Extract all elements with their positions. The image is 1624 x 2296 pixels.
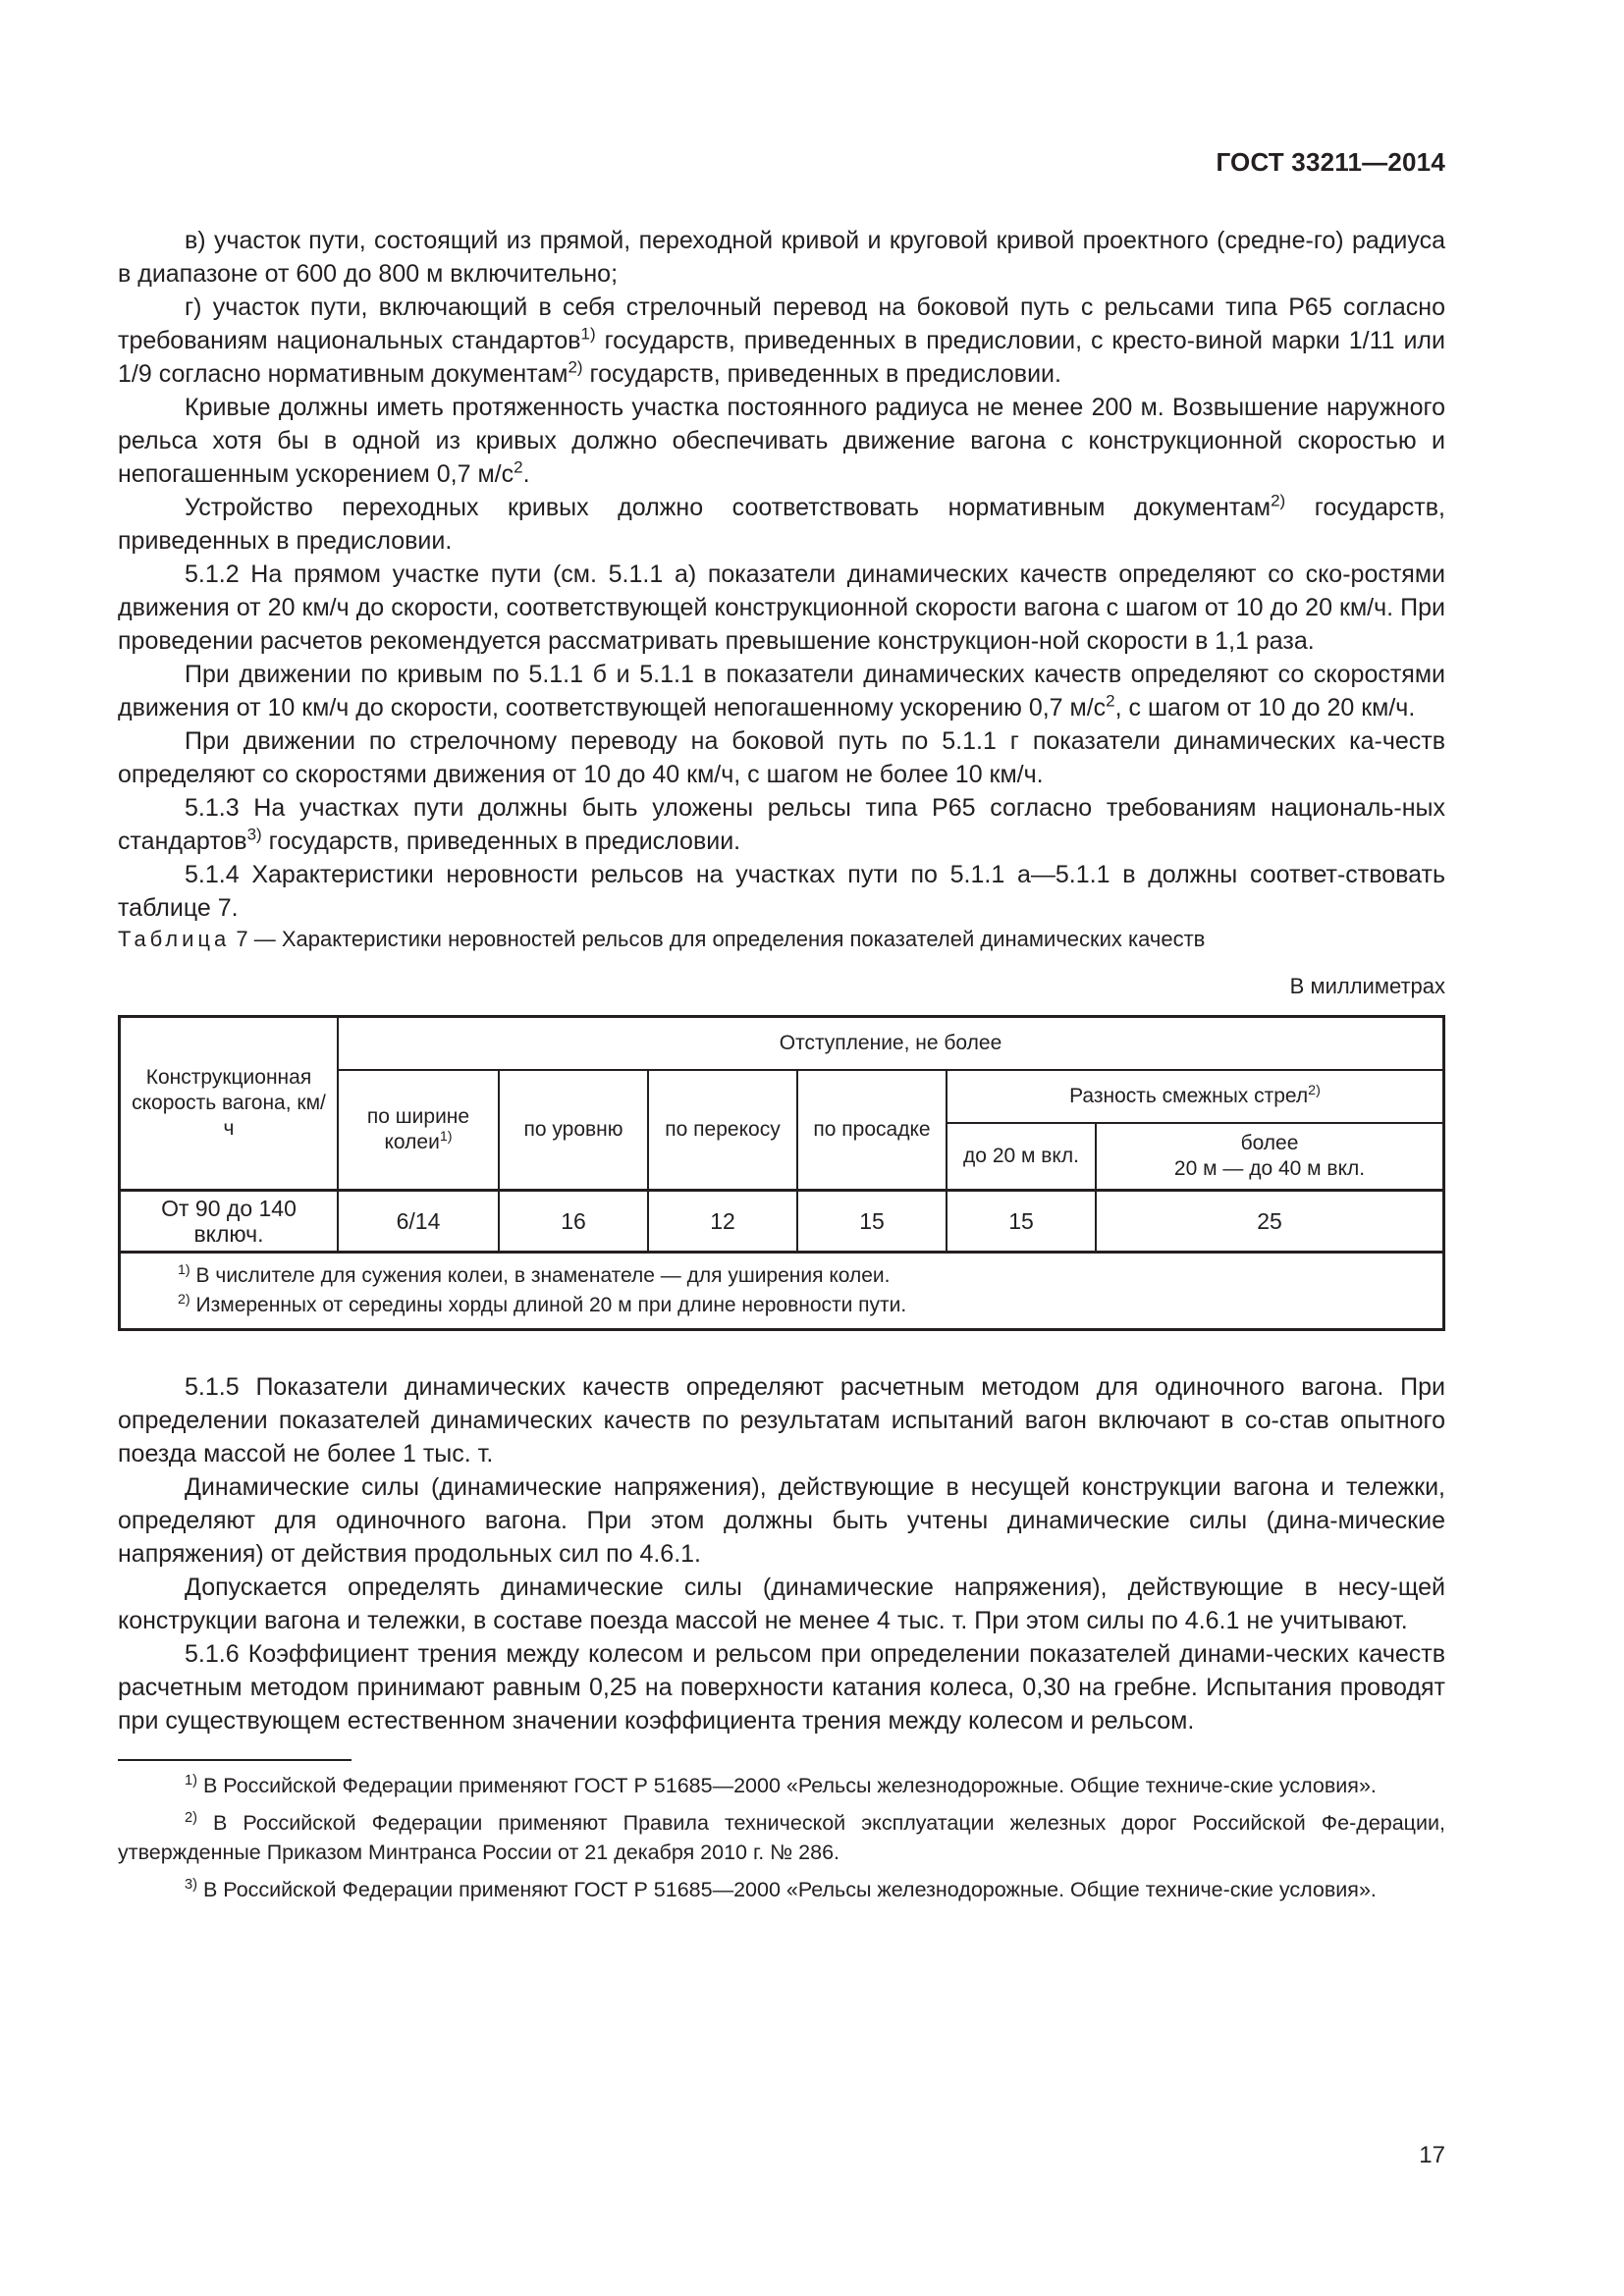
header-track-width: по ширине колеи$^{1)}$ <box>338 1070 499 1191</box>
paragraph-curve-motion: При движении по кривым по 5.1.1 б и 5.1.1 в показатели динамических качеств определяют со скоростями движения от 10 км/ч до скорости, соответствующей непогашенному ускорению 0,7 $м/с^2$, с шагом от 10 до 20 км/ч. <box>118 661 1445 721</box>
footnotes <box>118 1771 1445 1904</box>
paragraph-5-1-4: 5.1.4 Характеристики неровности рельсов на участках пути по 5.1.1 а—5.1.1 в должны соответ-ствовать таблице 7. <box>118 861 1445 922</box>
page-body <box>118 224 1445 1912</box>
table-cell: 12 <box>648 1191 797 1253</box>
superscript: 2 <box>1106 691 1115 711</box>
header-skew: по перекосу <box>648 1070 797 1191</box>
page-number: 17 <box>1419 2142 1445 2168</box>
table-note: $^{1)}$ В числителе для сужения колеи, в знаменателе — для уширения колеи. <box>178 1262 891 1287</box>
paragraph-item-v: в) участок пути, состоящий из прямой, переходной кривой и круговой кривой проектного (средне-го) радиуса в диапазоне от 600 до 800 м включительно; <box>118 227 1445 288</box>
header-up-to-20m: до 20 м вкл. <box>947 1123 1096 1191</box>
header-level: по уровню <box>499 1070 648 1191</box>
footnote-item: $^{2)}$ В Российской Федерации применяют Правила технической эксплуатации железных дорог Российской Фе-дерации, утвержденные Приказом Минтранса России от 21 декабря 2010 г. № 286. <box>118 1809 1445 1864</box>
footnote-item: $^{1)}$ В Российской Федерации применяют ГОСТ Р 51685—2000 «Рельсы железнодорожные. Общие техниче-ские условия». <box>185 1772 1377 1797</box>
header-speed: Конструкционная скорость вагона, км/ч <box>120 1017 339 1191</box>
paragraph-item-g: г) участок пути, включающий в себя стрелочный перевод на боковой путь с рельсами типа Р65 согласно требованиям национальных стандартов$^{1)}$ государств, приведенных в предисловии, с кресто-виной марки 1/11 или 1/9 согласно нормативным документам$^{2)}$ государств, приведенных в предисловии. <box>118 294 1445 388</box>
footnote-mark: 2) <box>568 357 583 377</box>
header-arrow-difference: Разность смежных стрел$^{2)}$ <box>947 1070 1444 1123</box>
table-notes <box>120 1253 1444 1330</box>
paragraph-transition-curves: Устройство переходных кривых должно соответствовать нормативным документам$^{2)}$ государств, приведенных в предисловии. <box>118 491 1445 555</box>
footnote-mark: 1) <box>439 1129 453 1146</box>
table-cell: 15 <box>947 1191 1096 1253</box>
header-deviation: Отступление, не более <box>338 1017 1444 1071</box>
paragraph-5-1-5: 5.1.5 Показатели динамических качеств определяют расчетным методом для одиночного вагона. При определении показателей динамических качеств по результатам испытаний вагон включают в со-став опытного поезда массой не более 1 тыс. т. <box>118 1373 1445 1468</box>
header-sag: по просадке <box>797 1070 947 1191</box>
paragraph-5-1-3: 5.1.3 На участках пути должны быть уложены рельсы типа Р65 согласно требованиям националь-ных стандартов$^{3)}$ государств, приведенных в предисловии. <box>118 794 1445 855</box>
table-units: В миллиметрах <box>1289 974 1445 998</box>
footnote-mark: 2) <box>1271 491 1286 510</box>
table-cell: 25 <box>1096 1191 1444 1253</box>
paragraph-switch-motion: При движении по стрелочному переводу на боковой путь по 5.1.1 г показатели динамических ка-честв определяют со скоростями движения от 10 до 40 км/ч, с шагом не более 10 км/ч. <box>118 727 1445 788</box>
paragraph-dynamic-forces: Динамические силы (динамические напряжения), действующие в несущей конструкции вагона и тележки, определяют для одиночного вагона. При этом должны быть учтены динамические силы (дина-мические напряжения) от действия продольных сил по 4.6.1. <box>118 1473 1445 1568</box>
footnote-divider <box>118 1759 352 1761</box>
superscript: 2 <box>514 457 523 477</box>
footnote-item: $^{3)}$ В Российской Федерации применяют ГОСТ Р 51685—2000 «Рельсы железнодорожные. Общие техниче-ские условия». <box>185 1876 1377 1901</box>
footnote-mark: 3) <box>246 825 262 844</box>
table-cell: 6/14 <box>338 1191 499 1253</box>
paragraph-curves: Кривые должны иметь протяженность участка постоянного радиуса не менее 200 м. Возвышение наружного рельса хотя бы в одной из кривых должно обеспечивать движение вагона с конструкционной скоростью и непогашенным ускорением 0,7 $м/с^2$. <box>118 394 1445 488</box>
document-id: ГОСТ 33211—2014 <box>1216 147 1445 177</box>
table-cell: От 90 до 140 включ. <box>120 1191 339 1253</box>
footnote-mark: 1) <box>580 324 596 344</box>
footnote-mark: 2) <box>1308 1083 1321 1099</box>
rail-irregularity-table <box>118 1015 1445 1331</box>
table-note: $^{2)}$ Измеренных от середины хорды длиной 20 м при длине неровности пути. <box>178 1292 907 1316</box>
paragraph-5-1-2: 5.1.2 На прямом участке пути (см. 5.1.1 а) показатели динамических качеств определяют со ско-ростями движения от 20 км/ч до скорости, соответствующей конструкционной скорости вагона с шагом от 10 до 20 км/ч. При проведении расчетов рекомендуется рассматривать превышение конструкцион-ной скорости в 1,1 раза. <box>118 561 1445 655</box>
paragraph-5-1-6: 5.1.6 Коэффициент трения между колесом и рельсом при определении показателей динами-ческих качеств расчетным методом принимают равным 0,25 на поверхности катания колеса, 0,30 на гребне. Испытания проводят при существующем естественном значении коэффициента трения между колесом и рельсом. <box>118 1640 1445 1735</box>
header-20-to-40m: более 20 м — до 40 м вкл. <box>1096 1123 1444 1191</box>
paragraph-allowed-method: Допускается определять динамические силы (динамические напряжения), действующие в несу-щей конструкции вагона и тележки, в составе поезда массой не менее 4 тыс. т. При этом силы по 4.6.1 не учитывают. <box>118 1574 1445 1634</box>
table-cell: 16 <box>499 1191 648 1253</box>
table-cell: 15 <box>797 1191 947 1253</box>
table-caption: Таблица 7 — Характеристики неровностей рельсов для определения показателей динамических качеств <box>118 927 1206 951</box>
